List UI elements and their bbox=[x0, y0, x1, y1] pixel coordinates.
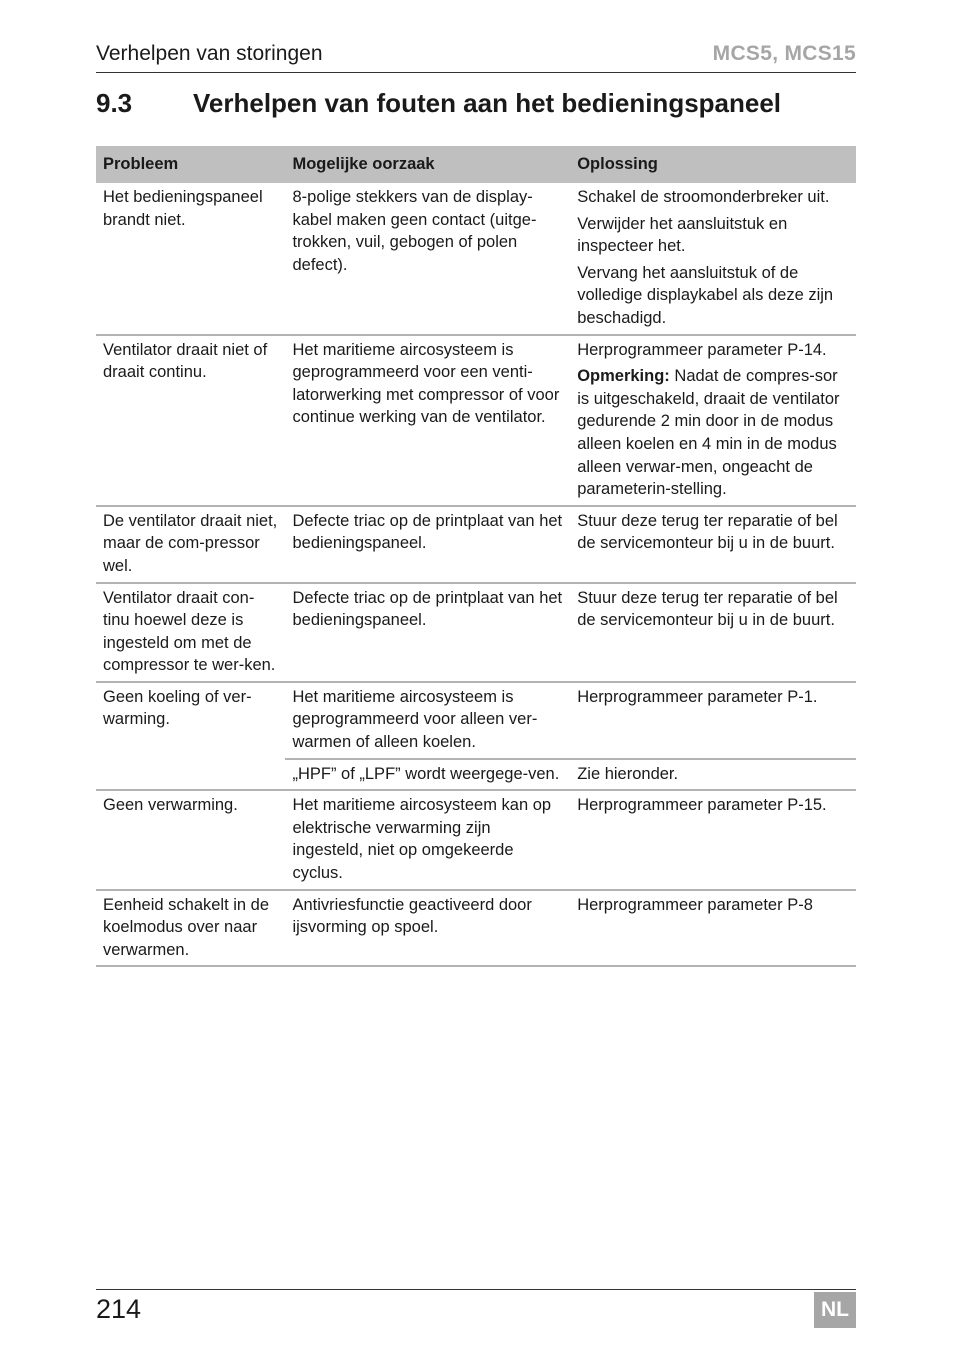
column-header-cause: Mogelijke oorzaak bbox=[285, 146, 570, 183]
cause-cell: Het maritieme aircosysteem kan op elektrische verwarming zijn ingesteld, niet op omgekeerde cyclus. bbox=[285, 790, 570, 889]
section-heading: Verhelpen van fouten aan het bedieningspaneel bbox=[193, 88, 782, 118]
column-header-problem: Probleem bbox=[96, 146, 285, 183]
problem-cell: Geen koeling of ver-warming. bbox=[96, 682, 285, 790]
problem-cell: Eenheid schakelt in de koelmodus over naar verwarmen. bbox=[96, 890, 285, 967]
solution-step: Verwijder het aansluitstuk en inspecteer het. bbox=[577, 214, 788, 256]
solution-step: Schakel de stroomonderbreker uit. bbox=[577, 188, 830, 206]
troubleshooting-table bbox=[96, 146, 856, 967]
table-row bbox=[96, 583, 856, 682]
cause-cell: Antivriesfunctie geactiveerd door ijsvorming op spoel. bbox=[285, 890, 570, 967]
cause-cell: Defecte triac op de printplaat van het bedieningspaneel. bbox=[285, 506, 570, 583]
solution-cell bbox=[570, 335, 856, 506]
solution-step: Vervang het aansluitstuk of de volledige displaykabel als deze zijn beschadigd. bbox=[577, 263, 834, 327]
table-row bbox=[96, 890, 856, 967]
solution-note bbox=[577, 365, 849, 501]
note-text: Nadat de compres-sor is uitgeschakeld, draait de ventilator gedurende 2 min door in de modus alleen koelen en 4 min in de modus alleen verwar-men, ongeacht de parameterin-stelling. bbox=[577, 367, 840, 499]
solution-step: Herprogrammeer parameter P-14. bbox=[577, 340, 827, 359]
cause-cell: 8-polige stekkers van de display-kabel maken geen contact (uitge-trokken, vuil, gebogen of polen defect). bbox=[285, 183, 570, 335]
table-row bbox=[96, 682, 856, 759]
cause-cell: Defecte triac op de printplaat van het bedieningspaneel. bbox=[285, 583, 570, 682]
table-row bbox=[96, 335, 856, 506]
problem-cell: Ventilator draait niet of draait continu. bbox=[96, 335, 285, 506]
section-title bbox=[96, 88, 856, 119]
solution-cell: Herprogrammeer parameter P-8 bbox=[570, 890, 856, 967]
page-number: 214 bbox=[96, 1294, 142, 1324]
solution-cell bbox=[570, 183, 856, 335]
problem-cell: Ventilator draait con-tinu hoewel deze is ingesteld om met de compressor te wer-ken. bbox=[96, 583, 285, 682]
table-row bbox=[96, 506, 856, 583]
table-row bbox=[96, 183, 856, 335]
cause-cell: „HPF” of „LPF” wordt weergege-ven. bbox=[285, 759, 570, 791]
table-header-row bbox=[96, 146, 856, 183]
note-label: Opmerking: bbox=[577, 367, 670, 386]
column-header-solution: Oplossing bbox=[570, 146, 856, 183]
problem-cell: Geen verwarming. bbox=[96, 790, 285, 889]
header-section-title: Verhelpen van storingen bbox=[96, 42, 323, 65]
solution-cell: Zie hieronder. bbox=[570, 759, 856, 791]
section-number: 9.3 bbox=[96, 88, 133, 118]
table-row bbox=[96, 790, 856, 889]
solution-cell: Herprogrammeer parameter P-15. bbox=[570, 790, 856, 889]
problem-cell: Het bedieningspaneel brandt niet. bbox=[96, 183, 285, 335]
cause-cell: Het maritieme aircosysteem is geprogrammeerd voor alleen ver-warmen of alleen koelen. bbox=[285, 682, 570, 759]
page-footer bbox=[96, 1289, 856, 1330]
solution-cell: Stuur deze terug ter reparatie of bel de servicemonteur bij u in de buurt. bbox=[570, 506, 856, 583]
page-header bbox=[96, 40, 856, 73]
problem-cell: De ventilator draait niet, maar de com-pressor wel. bbox=[96, 506, 285, 583]
solution-cell: Herprogrammeer parameter P-1. bbox=[570, 682, 856, 759]
header-model-name: MCS5, MCS15 bbox=[712, 42, 856, 65]
solution-cell: Stuur deze terug ter reparatie of bel de servicemonteur bij u in de buurt. bbox=[570, 583, 856, 682]
language-badge: NL bbox=[814, 1292, 856, 1328]
cause-cell: Het maritieme aircosysteem is geprogrammeerd voor een venti-latorwerking met compressor of voor continue werking van de ventilator. bbox=[285, 335, 570, 506]
